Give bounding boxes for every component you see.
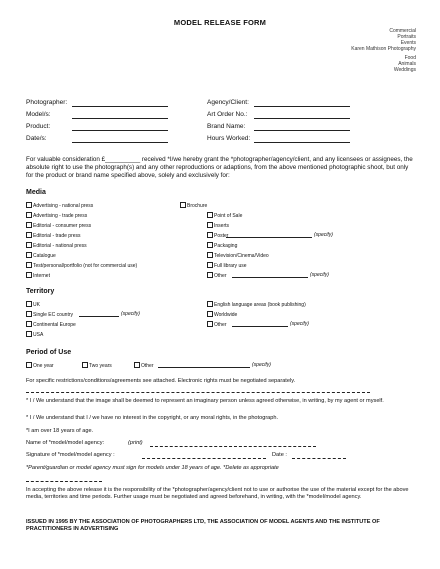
media-option-packaging[interactable]: Packaging [207,242,237,249]
field-hours-input[interactable] [254,142,350,143]
checkbox-icon [207,212,213,218]
checkbox-icon [207,232,213,238]
media-option-full-library[interactable]: Full library use [207,262,247,269]
field-brand-input[interactable] [254,130,350,131]
checkbox-icon [180,202,186,208]
field-art-order-label: Art Order No.: [207,111,248,118]
territory-other-specify-input[interactable] [232,326,288,327]
field-photographer-label: Photographer: [26,99,68,106]
period-other-specify-input[interactable] [158,367,250,368]
media-heading: Media [26,189,46,196]
checkbox-icon [26,311,32,317]
checkbox-icon [26,331,32,337]
media-option-catalogue[interactable]: Catalogue [26,252,56,259]
print-label: (print) [128,440,143,446]
checkbox-icon [207,272,213,278]
checkbox-icon [134,362,140,368]
territory-option-other[interactable]: Other [207,321,227,328]
checkbox-icon [26,321,32,327]
checkbox-icon [207,262,213,268]
studio-name: Karen Mathison Photography [351,46,416,52]
page-title: MODEL RELEASE FORM [173,18,267,27]
media-option-advertising-national[interactable]: Advertising - national press [26,202,93,209]
checkbox-icon [207,222,213,228]
checkbox-icon [26,212,32,218]
media-option-editorial-national[interactable]: Editorial - national press [26,242,87,249]
period-other-specify-label: (specify) [252,362,271,368]
media-option-test-portfolio[interactable]: Test/personal/portfolio (not for commercial use) [26,262,137,269]
restrictions-input[interactable] [26,392,370,393]
field-hours-label: Hours Worked: [207,135,251,142]
studio-item: Animals [398,61,416,67]
period-option-one-year[interactable]: One year [26,362,54,369]
field-brand-label: Brand Name: [207,123,246,130]
checkbox-icon [26,232,32,238]
issued-statement: ISSUED IN 1995 BY THE ASSOCIATION OF PHOTOGRAPHERS LTD, THE ASSOCIATION OF MODEL AGENTS AND THE INSTITUTE OF PRACTITIONERS IN ADVERTISING [26,519,380,532]
consideration-paragraph: For valuable consideration £__________ received *I/we hereby grant the *photographer/agency/client, and any licensees or assignees, the absolute right to use the photograph(s) and any other reproductions or adaptions, from the above mentioned photographic shoot, but only for the product or brand name specified above, solely and exclusively for: [26,156,413,179]
studio-services-list [296,28,416,73]
period-heading: Period of Use [26,349,72,356]
checkbox-icon [26,242,32,248]
checkbox-icon [26,262,32,268]
field-product-label: Product: [26,123,51,130]
media-option-inserts[interactable]: Inserts [207,222,229,229]
media-option-other[interactable]: Other [207,272,227,279]
period-option-two-years[interactable]: Two years [82,362,112,369]
parent-guardian-note: *Parent/guardian or model agency must sign for models under 18 years of age. *Delete as appropriate [26,465,279,471]
understand-imaginary-person: * I / We understand that the image shall be deemed to represent an imaginary person unless agreed otherwise, in writing, by my agent or myself. [26,398,384,404]
media-option-television[interactable]: Television/Cinema/Video [207,252,269,259]
studio-item: Weddings [393,67,416,73]
poster-specify-label: (specify) [314,232,333,238]
media-other-specify-input[interactable] [232,277,308,278]
media-option-advertising-trade[interactable]: Advertising - trade press [26,212,87,219]
age-statement: *I am over 18 years of age. [26,428,94,434]
territory-other-specify-label: (specify) [290,321,309,327]
checkbox-icon [207,252,213,258]
field-agency-label: Agency/Client: [207,99,249,106]
checkbox-icon [26,301,32,307]
name-label: Name of *model/model agency: [26,440,105,446]
studio-item: Food [404,55,416,61]
understand-copyright: * I / We understand that I / we have no interest in the copyright, or any moral rights, in the photograph. [26,415,279,421]
checkbox-icon [26,252,32,258]
territory-heading: Territory [26,288,55,295]
territory-option-english-language[interactable]: English language areas (book publishing) [207,301,306,308]
field-dates-input[interactable] [72,142,168,143]
date-input[interactable] [292,458,346,459]
poster-specify-input[interactable] [226,237,312,238]
checkbox-icon [207,311,213,317]
checkbox-icon [26,272,32,278]
studio-item: Commercial [389,28,416,34]
field-models-label: Model/s: [26,111,51,118]
checkbox-icon [26,222,32,228]
restrictions-text: For specific restrictions/conditions/agreements see attached. Electronic rights must be negotiated separately. [26,378,296,384]
field-product-input[interactable] [72,130,168,131]
signature-input[interactable] [142,458,266,459]
checkbox-icon [207,301,213,307]
field-models-input[interactable] [72,118,168,119]
territory-option-single-ec[interactable]: Single EC country [26,311,73,318]
checkbox-icon [26,202,32,208]
media-option-brochure[interactable]: Brochure [180,202,207,209]
territory-option-uk[interactable]: UK [26,301,40,308]
media-option-editorial-consumer[interactable]: Editorial - consumer press [26,222,91,229]
media-option-poster[interactable]: Poster [207,232,228,239]
field-photographer-input[interactable] [72,106,168,107]
checkbox-icon [26,362,32,368]
studio-item: Events [400,40,416,46]
checkbox-icon [207,321,213,327]
date-label: Date : [272,452,287,458]
note-dashed-line [26,481,102,482]
media-option-internet[interactable]: Internet [26,272,50,279]
territory-option-continental-europe[interactable]: Continental Europe [26,321,76,328]
single-ec-specify-label: (specify) [121,311,140,317]
period-option-other[interactable]: Other [134,362,154,369]
media-other-specify-label: (specify) [310,272,329,278]
field-agency-input[interactable] [254,106,350,107]
single-ec-specify-input[interactable] [79,316,119,317]
studio-item: Portraits [397,34,416,40]
checkbox-icon [82,362,88,368]
checkbox-icon [207,242,213,248]
field-art-order-input[interactable] [254,118,350,119]
media-option-editorial-trade[interactable]: Editorial - trade press [26,232,81,239]
acceptance-paragraph: In accepting the above release it is the responsibility of the *photographer/agency/client not to use or authorise the use of the material except for the above media, territories and time periods. Further usage must be negotiated and agreed beforehand, in writing, with the *model/model agency. [26,487,409,500]
name-input[interactable] [150,446,316,447]
media-option-point-of-sale[interactable]: Point of Sale [207,212,242,219]
territory-option-usa[interactable]: USA [26,331,43,338]
territory-option-worldwide[interactable]: Worldwide [207,311,237,318]
signature-label: Signature of *model/model agency : [26,452,115,458]
field-dates-label: Date/s: [26,135,47,142]
